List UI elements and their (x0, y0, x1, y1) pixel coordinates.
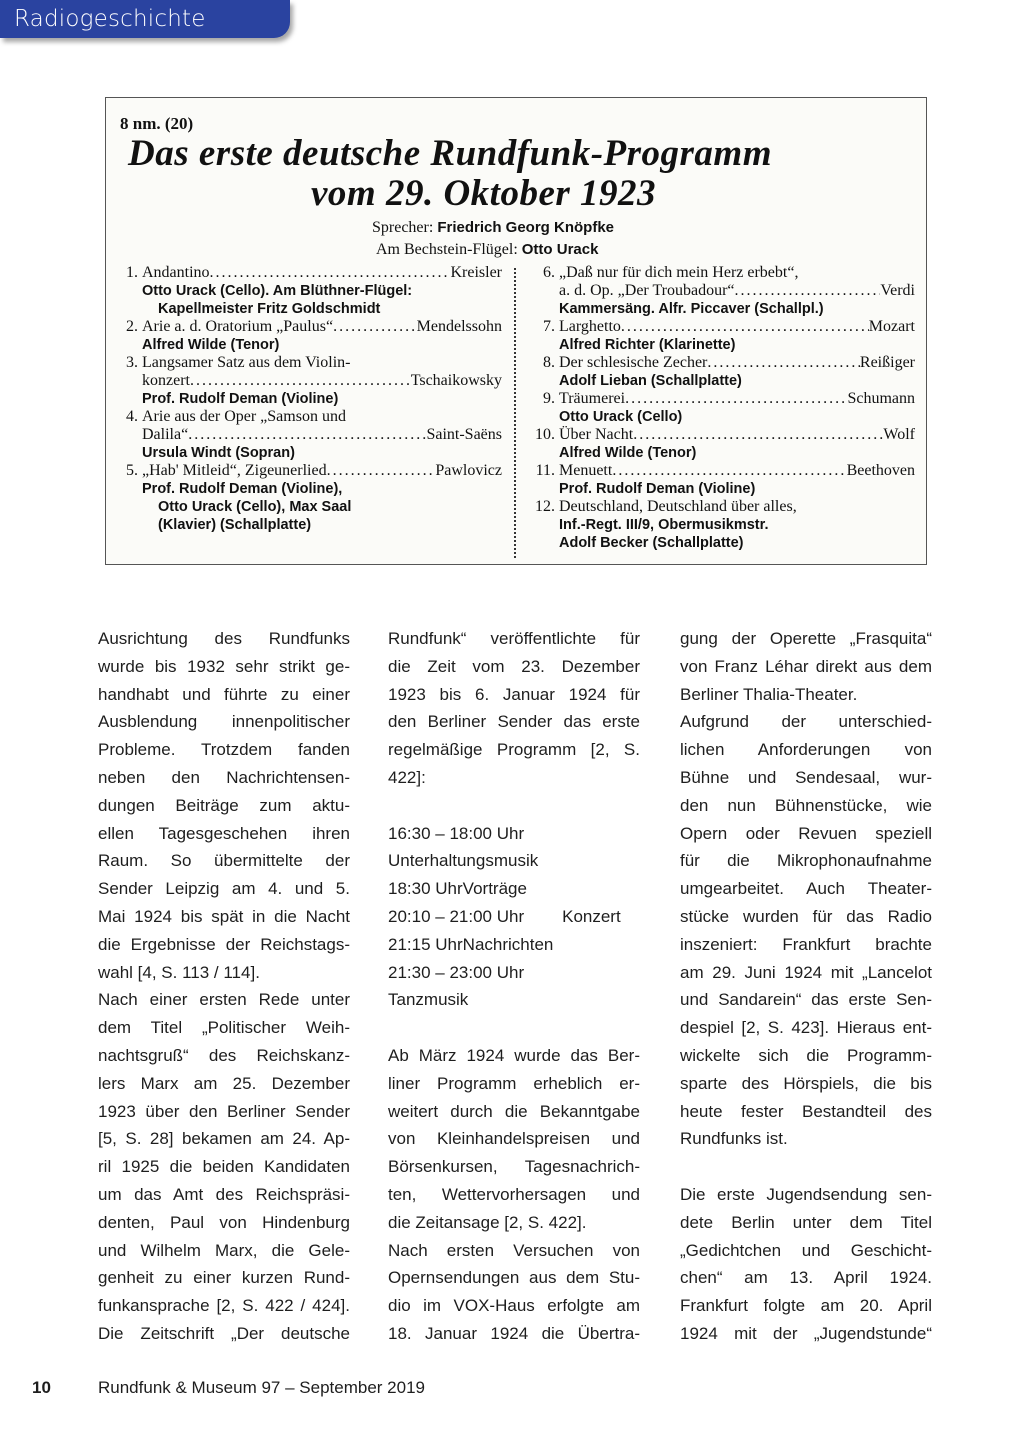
text-line: [5, S. 28] bekamen am 24. Ap- (98, 1129, 350, 1149)
item-number: 3. (126, 354, 138, 371)
item-composer: Mozart (868, 318, 915, 335)
programme-item (529, 462, 915, 498)
schedule-programme: Konzert (562, 906, 621, 926)
scanned-programme-image (105, 97, 927, 565)
schedule-time: 21:30 – 23:00 Uhr (388, 962, 525, 982)
item-performer: Otto Urack (Cello). Am Blüthner-Flügel: (142, 283, 413, 299)
text-line: umgearbeitet. Auch Theater- (680, 879, 932, 899)
text-line: „Gedichtchen und Geschicht- (680, 1240, 932, 1260)
item-title: konzert (142, 372, 190, 389)
item-title-line (559, 264, 915, 282)
column-divider (514, 268, 516, 558)
text-line: neben den Nachrichtensen- (98, 767, 350, 787)
item-title-line (559, 462, 915, 480)
schedule-time: 16:30 – 18:00 Uhr (388, 823, 525, 843)
programme-item (118, 408, 502, 462)
item-title-line (142, 462, 502, 480)
text-line: am 29. Juni 1924 mit „Lancelot (680, 962, 932, 982)
item-performer: Alfred Wilde (Tenor) (559, 445, 697, 461)
text-line: gung der Operette „Frasquita“ (680, 629, 932, 648)
item-title-line (142, 408, 502, 426)
text-line: Frankfurt folgte am 20. April (680, 1296, 932, 1316)
item-title-line (142, 426, 502, 444)
text-line: ril 1925 die beiden Kandidaten (98, 1157, 350, 1177)
item-title-line (559, 354, 915, 372)
item-performer: Prof. Rudolf Deman (Violine) (142, 391, 339, 407)
schedule-time: 20:10 – 21:00 Uhr (388, 906, 525, 926)
item-composer: Verdi (880, 282, 915, 299)
text-line: 1923 bis 6. Januar 1924 für (388, 684, 640, 704)
item-number: 8. (543, 354, 555, 371)
item-composer: Schumann (847, 390, 915, 407)
text-line: für die Mikrophonaufnahme (680, 851, 932, 871)
text-line: despiel [2, S. 423]. Hieraus ent- (680, 1018, 932, 1038)
dot-leader (621, 318, 869, 336)
text-line: 1923 über den Berliner Sender (98, 1101, 350, 1121)
item-composer: Saint-Saëns (426, 426, 502, 443)
programme-item (529, 426, 915, 462)
schedule-row (388, 847, 640, 875)
programme-item (529, 498, 915, 552)
item-title: „Daß nur für dich mein Herz erbebt“, (559, 264, 799, 281)
item-performer: Adolf Becker (Schallplatte) (559, 535, 744, 551)
article-column-2 (388, 625, 640, 1348)
item-composer: Reißiger (859, 354, 915, 371)
speaker-line (372, 219, 614, 237)
text-line: sparte des Hörspiels, die bis (680, 1073, 932, 1093)
item-performer: Alfred Richter (Klarinette) (559, 337, 736, 353)
text-line: dio im VOX-Haus erfolgte am (388, 1296, 640, 1316)
schedule-row (388, 875, 640, 903)
item-title-line (142, 318, 502, 336)
schedule-row (388, 986, 640, 1014)
text-line: Raum. So übermittelte der (98, 851, 350, 871)
dot-leader (210, 264, 451, 282)
section-title: Radiogeschichte (14, 6, 206, 32)
text-line: ten, Wettervorhersagen und (388, 1184, 640, 1204)
dot-leader (327, 462, 436, 480)
item-performer: Inf.-Regt. III/9, Obermusikmstr. (559, 517, 769, 533)
programme-item (529, 390, 915, 426)
item-title: a. d. Op. „Der Troubadour“ (559, 282, 735, 299)
item-title: Der schlesische Zecher (559, 354, 708, 371)
programme-item (118, 354, 502, 408)
scan-number: 8 nm. (20) (120, 114, 194, 133)
item-title-line (559, 282, 915, 300)
text-line: ellen Tagesgeschehen ihren (98, 823, 350, 843)
item-number: 6. (543, 264, 555, 281)
article-column-3 (680, 625, 932, 1348)
scan-title-line2: vom 29. Oktober 1923 (311, 173, 657, 214)
text-line: nachtsgruß“ des Reichskanz- (98, 1045, 350, 1065)
text-line: regelmäßige Programm [2, S. (388, 740, 640, 760)
dot-leader (633, 426, 883, 444)
text-line: Börsenkursen, Tagesnachrich- (388, 1157, 640, 1177)
item-number: 7. (543, 318, 555, 335)
text-line: Nach einer ersten Rede unter (98, 990, 350, 1010)
blank-line (388, 792, 640, 820)
item-title: Dalila“ (142, 426, 189, 443)
item-title: Über Nacht (559, 426, 634, 443)
item-performer: Otto Urack (Cello) (559, 409, 683, 425)
item-title-line (559, 498, 915, 516)
speaker-name: Friedrich Georg Knöpfke (437, 219, 615, 236)
programme-column-right (529, 264, 915, 552)
item-number: 11. (535, 462, 555, 479)
text-line: Probleme. Trotzdem fanden (98, 740, 350, 760)
schedule-time: Tanzmusik (388, 990, 469, 1010)
item-title-line (559, 426, 915, 444)
item-performer: Otto Urack (Cello), Max Saal (158, 499, 352, 515)
programme-item (118, 462, 502, 534)
text-line: Sender Leipzig am 4. und 5. (98, 879, 350, 899)
programme-item (118, 318, 502, 354)
piano-line (376, 241, 598, 259)
item-number: 4. (126, 408, 138, 425)
item-number: 1. (126, 264, 138, 281)
dot-leader (333, 318, 417, 336)
programme-item (529, 318, 915, 354)
dot-leader (612, 462, 846, 480)
schedule-time: 18:30 Uhr (388, 879, 463, 899)
item-title: Träumerei (559, 390, 626, 407)
text-line: von Franz Léhar direkt aus dem (680, 656, 932, 676)
text-line: wahl [4, S. 113 / 114]. (98, 962, 260, 982)
text-line: genheit zu einer kurzen Rund- (98, 1268, 350, 1288)
text-line: Bühne und Sendesaal, wur- (680, 767, 932, 787)
item-title-line (559, 390, 915, 408)
item-title: Arie aus der Oper „Samson und (142, 408, 346, 425)
text-line: wurde bis 1932 sehr strikt ge- (98, 656, 350, 676)
piano-label: Am Bechstein-Flügel: (376, 241, 518, 258)
item-performer: Prof. Rudolf Deman (Violine), (142, 481, 343, 497)
dot-leader (625, 390, 847, 408)
text-line: Aufgrund der unterschied- (680, 712, 932, 732)
item-composer: Wolf (883, 426, 915, 443)
item-title: Arie a. d. Oratorium „Paulus“ (142, 318, 334, 335)
item-title-line (142, 264, 502, 282)
text-line: von Kleinhandelspreisen und (388, 1129, 640, 1149)
text-line: handhabt und führte zu einer (98, 684, 350, 704)
text-line: inszeniert: Frankfurt brachte (680, 934, 932, 954)
scan-title-line1: Das erste deutsche Rundfunk-Programm (128, 133, 772, 174)
text-line: Die erste Jugendsendung sen- (680, 1184, 932, 1204)
text-line: chen“ am 13. April 1924. (680, 1268, 932, 1288)
programme-item (118, 264, 502, 318)
text-line: Nach ersten Versuchen von (388, 1240, 640, 1260)
item-title-line (559, 318, 915, 336)
schedule-programme: Vorträge (462, 879, 527, 899)
text-line: 422]: (388, 767, 426, 787)
text-line: Rundfunk“ veröffentlichte für (388, 629, 640, 648)
item-number: 10. (535, 426, 555, 443)
programme-item (529, 264, 915, 318)
schedule-time: 21:15 Uhr (388, 934, 463, 954)
text-line: liner Programm erheblich er- (388, 1073, 640, 1093)
dot-leader (188, 426, 426, 444)
text-line: lers Marx am 25. Dezember (98, 1073, 350, 1093)
item-composer: Beethoven (846, 462, 915, 479)
item-performer: Alfred Wilde (Tenor) (142, 337, 280, 353)
item-number: 12. (535, 498, 555, 515)
item-composer: Tschaikowsky (410, 372, 502, 389)
text-line: und Sandarein“ das erste Sen- (680, 990, 932, 1010)
blank-line (388, 1014, 640, 1042)
programme-item (529, 354, 915, 390)
text-line: Opernsendungen aus dem Stu- (388, 1268, 640, 1288)
text-line: den Berliner Sender das erste (388, 712, 640, 732)
blank-line (680, 1153, 932, 1181)
text-line: 1924 mit der „Jugendstunde“ (680, 1323, 932, 1343)
item-composer: Mendelssohn (416, 318, 502, 335)
item-performer: Kapellmeister Fritz Goldschmidt (158, 301, 381, 317)
text-line: Mai 1924 bis spät in die Nacht (98, 906, 350, 926)
item-composer: Pawlovicz (435, 462, 502, 479)
item-title: Larghetto (559, 318, 621, 335)
text-line: Opern oder Revuen speziell (680, 823, 932, 843)
text-line: Ab März 1924 wurde das Ber- (388, 1045, 640, 1065)
text-line: Ausblendung innenpolitischer (98, 712, 350, 732)
text-line: Ausrichtung des Rundfunks (98, 629, 350, 648)
text-line: Berliner Thalia-Theater. (680, 684, 858, 704)
schedule-time: Unterhaltungsmusik (388, 851, 539, 871)
text-line: dem Titel „Politischer Weih- (98, 1018, 350, 1038)
item-number: 5. (126, 462, 138, 479)
text-line: 18. Januar 1924 die Übertra- (388, 1323, 640, 1343)
item-title: „Hab' Mitleid“, Zigeunerlied (142, 462, 327, 479)
text-line: die Zeit vom 23. Dezember (388, 656, 640, 676)
text-line: stücke wurden für das Radio (680, 906, 932, 926)
schedule-row (388, 820, 640, 848)
text-line: wickelte sich die Programm- (680, 1045, 932, 1065)
text-line: um das Amt des Reichspräsi- (98, 1184, 350, 1204)
text-line: lichen Anforderungen von (680, 740, 932, 760)
schedule-row (388, 931, 640, 959)
item-performer: Kammersäng. Alfr. Piccaver (Schallpl.) (559, 301, 824, 317)
item-performer: Prof. Rudolf Deman (Violine) (559, 481, 756, 497)
text-line: den nun Bühnenstücke, wie (680, 795, 932, 815)
page-number: 10 (32, 1378, 51, 1397)
pianist-name: Otto Urack (521, 241, 599, 258)
speaker-label: Sprecher: (372, 219, 434, 236)
item-performer: Ursula Windt (Sopran) (142, 445, 295, 461)
text-line: dete Berlin unter dem Titel (680, 1212, 932, 1232)
programme-column-left (118, 264, 502, 534)
section-tab (0, 0, 290, 38)
item-title: Andantino (142, 264, 210, 281)
text-line: die Ergebnisse der Reichstags- (98, 934, 350, 954)
schedule-programme: Nachrichten (462, 934, 554, 954)
publication-info: Rundfunk & Museum 97 – September 2019 (98, 1378, 425, 1397)
text-line: und Wilhelm Marx, die Gele- (98, 1240, 350, 1260)
text-line: Rundfunks ist. (680, 1129, 788, 1149)
text-line: heute fester Bestandteil des (680, 1101, 932, 1121)
text-line: dungen Beiträge zum aktu- (98, 795, 350, 815)
item-title-line (142, 354, 502, 372)
text-line: funkansprache [2, S. 422 / 424]. (98, 1296, 350, 1316)
text-line: Die Zeitschrift „Der deutsche (98, 1323, 350, 1343)
item-composer: Kreisler (450, 264, 502, 281)
article-column-1 (98, 625, 350, 1348)
item-title: Langsamer Satz aus dem Violin- (142, 354, 351, 371)
text-line: die Zeitansage [2, S. 422]. (388, 1212, 587, 1232)
dot-leader (707, 354, 860, 372)
schedule-row (388, 903, 640, 931)
item-title: Menuett (559, 462, 613, 479)
item-title-line (142, 372, 502, 390)
item-number: 2. (126, 318, 138, 335)
dot-leader (735, 282, 881, 300)
item-performer: (Klavier) (Schallplatte) (158, 517, 312, 533)
schedule-row (388, 959, 640, 987)
item-number: 9. (543, 390, 555, 407)
text-line: denten, Paul von Hindenburg (98, 1212, 350, 1232)
item-title: Deutschland, Deutschland über alles, (559, 498, 797, 515)
text-line: weitert durch die Bekanntgabe (388, 1101, 640, 1121)
item-performer: Adolf Lieban (Schallplatte) (559, 373, 742, 389)
dot-leader (190, 372, 411, 390)
